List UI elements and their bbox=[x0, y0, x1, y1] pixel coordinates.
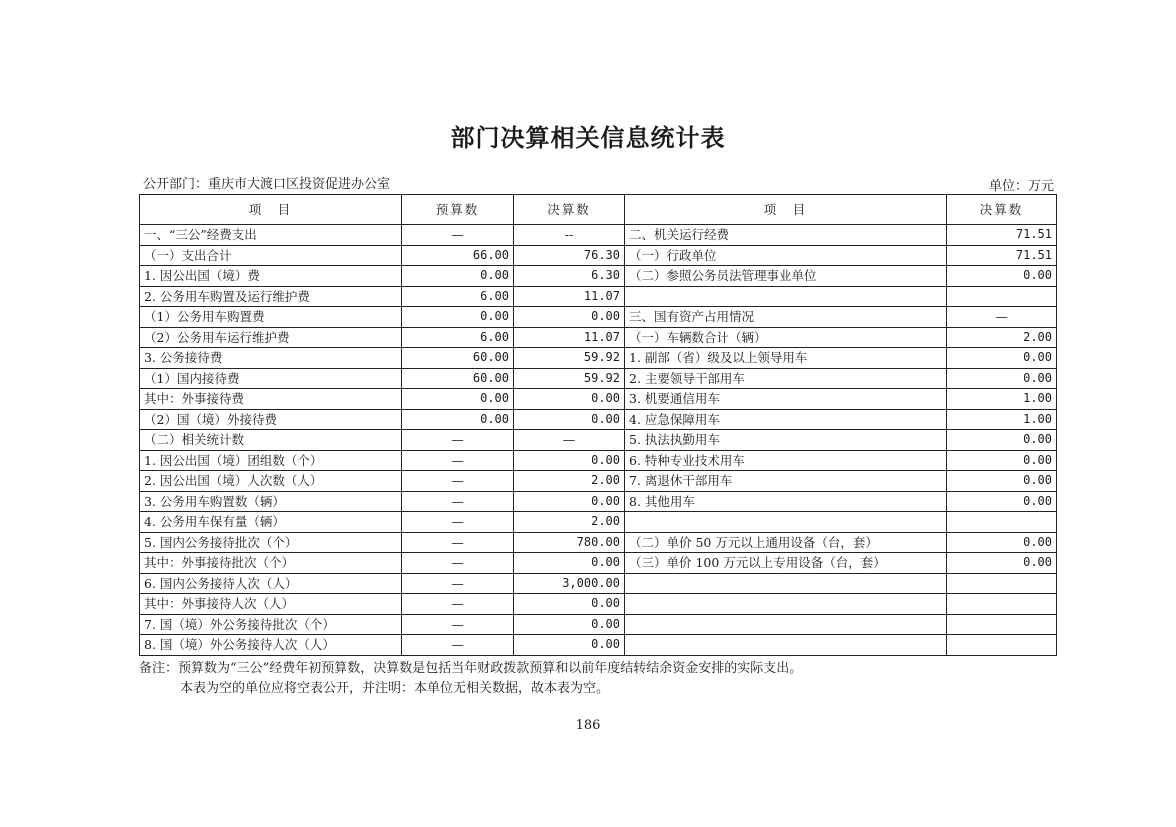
final-right-cell bbox=[947, 512, 1057, 533]
row-label-right: 5. 执法执勤用车 bbox=[625, 430, 947, 451]
final-cell: 59.92 bbox=[514, 368, 625, 389]
final-right-cell: 0.00 bbox=[947, 450, 1057, 471]
row-label-right bbox=[625, 573, 947, 594]
row-label-left: 其中：外事接待费 bbox=[140, 389, 402, 410]
page-number: 186 bbox=[575, 718, 601, 733]
budget-cell: 60.00 bbox=[402, 348, 514, 369]
budget-cell: 0.00 bbox=[402, 307, 514, 328]
row-label-left: 3. 公务用车购置数（辆） bbox=[140, 491, 402, 512]
row-label-right: 8. 其他用车 bbox=[625, 491, 947, 512]
final-right-cell: 0.00 bbox=[947, 532, 1057, 553]
budget-cell: — bbox=[402, 430, 514, 451]
row-label-left: （1）国内接待费 bbox=[140, 368, 402, 389]
final-cell: 59.92 bbox=[514, 348, 625, 369]
budget-cell: — bbox=[402, 635, 514, 656]
row-label-right: （二）单价 50 万元以上通用设备（台，套） bbox=[625, 532, 947, 553]
final-cell: 2.00 bbox=[514, 471, 625, 492]
header-budget: 预算数 bbox=[402, 195, 514, 225]
row-label-right: （一）行政单位 bbox=[625, 245, 947, 266]
row-label-left: 7. 国（境）外公务接待批次（个） bbox=[140, 614, 402, 635]
row-label-right bbox=[625, 286, 947, 307]
budget-cell: — bbox=[402, 553, 514, 574]
header-final: 决算数 bbox=[514, 195, 625, 225]
final-right-cell: 1.00 bbox=[947, 409, 1057, 430]
row-label-right: 4. 应急保障用车 bbox=[625, 409, 947, 430]
row-label-left: 一、“三公”经费支出 bbox=[140, 225, 402, 246]
row-label-right bbox=[625, 594, 947, 615]
final-right-cell: 1.00 bbox=[947, 389, 1057, 410]
row-label-left: （1）公务用车购置费 bbox=[140, 307, 402, 328]
row-label-left: 2. 因公出国（境）人次数（人） bbox=[140, 471, 402, 492]
final-cell: 6.30 bbox=[514, 266, 625, 287]
row-label-left: （2）国（境）外接待费 bbox=[140, 409, 402, 430]
budget-cell: — bbox=[402, 614, 514, 635]
statistics-table bbox=[139, 194, 1057, 656]
final-cell: 11.07 bbox=[514, 286, 625, 307]
header-item-left: 项 目 bbox=[140, 195, 402, 225]
row-label-right: （三）单价 100 万元以上专用设备（台，套） bbox=[625, 553, 947, 574]
final-right-cell bbox=[947, 573, 1057, 594]
final-cell: 0.00 bbox=[514, 491, 625, 512]
table-row bbox=[140, 450, 1057, 471]
budget-cell: — bbox=[402, 471, 514, 492]
row-label-right: 3. 机要通信用车 bbox=[625, 389, 947, 410]
table-row bbox=[140, 368, 1057, 389]
table-row bbox=[140, 348, 1057, 369]
header-final-right: 决算数 bbox=[947, 195, 1057, 225]
table-row bbox=[140, 614, 1057, 635]
table-row bbox=[140, 573, 1057, 594]
row-label-left: 其中：外事接待人次（人） bbox=[140, 594, 402, 615]
row-label-right bbox=[625, 635, 947, 656]
budget-cell: — bbox=[402, 450, 514, 471]
final-cell: 0.00 bbox=[514, 307, 625, 328]
final-right-cell bbox=[947, 614, 1057, 635]
final-right-cell: 0.00 bbox=[947, 553, 1057, 574]
table-row bbox=[140, 245, 1057, 266]
row-label-left: （2）公务用车运行维护费 bbox=[140, 327, 402, 348]
budget-cell: — bbox=[402, 225, 514, 246]
final-cell: 2.00 bbox=[514, 512, 625, 533]
table-row bbox=[140, 594, 1057, 615]
final-right-cell: 71.51 bbox=[947, 245, 1057, 266]
final-right-cell: 0.00 bbox=[947, 368, 1057, 389]
table-row bbox=[140, 430, 1057, 451]
final-right-cell: 0.00 bbox=[947, 430, 1057, 451]
final-right-cell: 0.00 bbox=[947, 471, 1057, 492]
page-title: 部门决算相关信息统计表 bbox=[450, 124, 726, 152]
final-right-cell: 0.00 bbox=[947, 491, 1057, 512]
table-header-row bbox=[140, 195, 1057, 225]
header-item-right: 项 目 bbox=[625, 195, 947, 225]
row-label-left: 3. 公务接待费 bbox=[140, 348, 402, 369]
final-right-cell: 71.51 bbox=[947, 225, 1057, 246]
final-right-cell bbox=[947, 635, 1057, 656]
row-label-right: 二、机关运行经费 bbox=[625, 225, 947, 246]
final-cell: 0.00 bbox=[514, 614, 625, 635]
row-label-left: 6. 国内公务接待人次（人） bbox=[140, 573, 402, 594]
table-row bbox=[140, 409, 1057, 430]
table-row bbox=[140, 389, 1057, 410]
row-label-left: 1. 因公出国（境）费 bbox=[140, 266, 402, 287]
row-label-right: 6. 特种专业技术用车 bbox=[625, 450, 947, 471]
final-cell: 3,000.00 bbox=[514, 573, 625, 594]
table-row bbox=[140, 266, 1057, 287]
table-row bbox=[140, 532, 1057, 553]
budget-cell: — bbox=[402, 491, 514, 512]
final-cell: 780.00 bbox=[514, 532, 625, 553]
table-row bbox=[140, 286, 1057, 307]
budget-cell: 6.00 bbox=[402, 327, 514, 348]
budget-cell: — bbox=[402, 573, 514, 594]
final-right-cell bbox=[947, 594, 1057, 615]
row-label-right: 7. 离退休干部用车 bbox=[625, 471, 947, 492]
table-row bbox=[140, 635, 1057, 656]
row-label-left: （二）相关统计数 bbox=[140, 430, 402, 451]
budget-cell: 60.00 bbox=[402, 368, 514, 389]
final-cell: 0.00 bbox=[514, 635, 625, 656]
final-right-cell: 0.00 bbox=[947, 348, 1057, 369]
row-label-right: 三、国有资产占用情况 bbox=[625, 307, 947, 328]
final-cell: 0.00 bbox=[514, 553, 625, 574]
row-label-right: 1. 副部（省）级及以上领导用车 bbox=[625, 348, 947, 369]
row-label-right bbox=[625, 512, 947, 533]
budget-cell: 0.00 bbox=[402, 389, 514, 410]
final-cell: 0.00 bbox=[514, 389, 625, 410]
row-label-left: 5. 国内公务接待批次（个） bbox=[140, 532, 402, 553]
final-cell: 0.00 bbox=[514, 450, 625, 471]
final-cell: — bbox=[514, 430, 625, 451]
table-row bbox=[140, 307, 1057, 328]
row-label-right bbox=[625, 614, 947, 635]
table-row bbox=[140, 553, 1057, 574]
budget-cell: — bbox=[402, 532, 514, 553]
row-label-left: 4. 公务用车保有量（辆） bbox=[140, 512, 402, 533]
budget-cell: 66.00 bbox=[402, 245, 514, 266]
table-row bbox=[140, 471, 1057, 492]
final-right-cell: 2.00 bbox=[947, 327, 1057, 348]
final-cell: 0.00 bbox=[514, 409, 625, 430]
final-cell: 0.00 bbox=[514, 594, 625, 615]
row-label-left: 其中：外事接待批次（个） bbox=[140, 553, 402, 574]
final-right-cell bbox=[947, 286, 1057, 307]
final-right-cell: — bbox=[947, 307, 1057, 328]
unit-label: 单位：万元 bbox=[988, 179, 1054, 194]
budget-cell: — bbox=[402, 512, 514, 533]
remark-line-2: 本表为空的单位应将空表公开，并注明：本单位无相关数据，故本表为空。 bbox=[180, 681, 610, 696]
row-label-left: （一）支出合计 bbox=[140, 245, 402, 266]
final-cell: 76.30 bbox=[514, 245, 625, 266]
table-row bbox=[140, 491, 1057, 512]
row-label-right: （一）车辆数合计（辆） bbox=[625, 327, 947, 348]
budget-cell: — bbox=[402, 594, 514, 615]
row-label-left: 8. 国（境）外公务接待人次（人） bbox=[140, 635, 402, 656]
budget-cell: 0.00 bbox=[402, 409, 514, 430]
final-cell: -- bbox=[514, 225, 625, 246]
department-label: 公开部门：重庆市大渡口区投资促进办公室 bbox=[143, 177, 391, 192]
final-cell: 11.07 bbox=[514, 327, 625, 348]
budget-cell: 6.00 bbox=[402, 286, 514, 307]
table-row bbox=[140, 512, 1057, 533]
table-row bbox=[140, 327, 1057, 348]
final-right-cell: 0.00 bbox=[947, 266, 1057, 287]
row-label-left: 2. 公务用车购置及运行维护费 bbox=[140, 286, 402, 307]
table-row bbox=[140, 225, 1057, 246]
remark-line-1: 备注：预算数为“三公”经费年初预算数，决算数是包括当年财政拨款预算和以前年度结转结余资金安排的实际支出。 bbox=[139, 661, 803, 676]
row-label-right: 2. 主要领导干部用车 bbox=[625, 368, 947, 389]
row-label-left: 1. 因公出国（境）团组数（个） bbox=[140, 450, 402, 471]
row-label-right: （二）参照公务员法管理事业单位 bbox=[625, 266, 947, 287]
budget-cell: 0.00 bbox=[402, 266, 514, 287]
